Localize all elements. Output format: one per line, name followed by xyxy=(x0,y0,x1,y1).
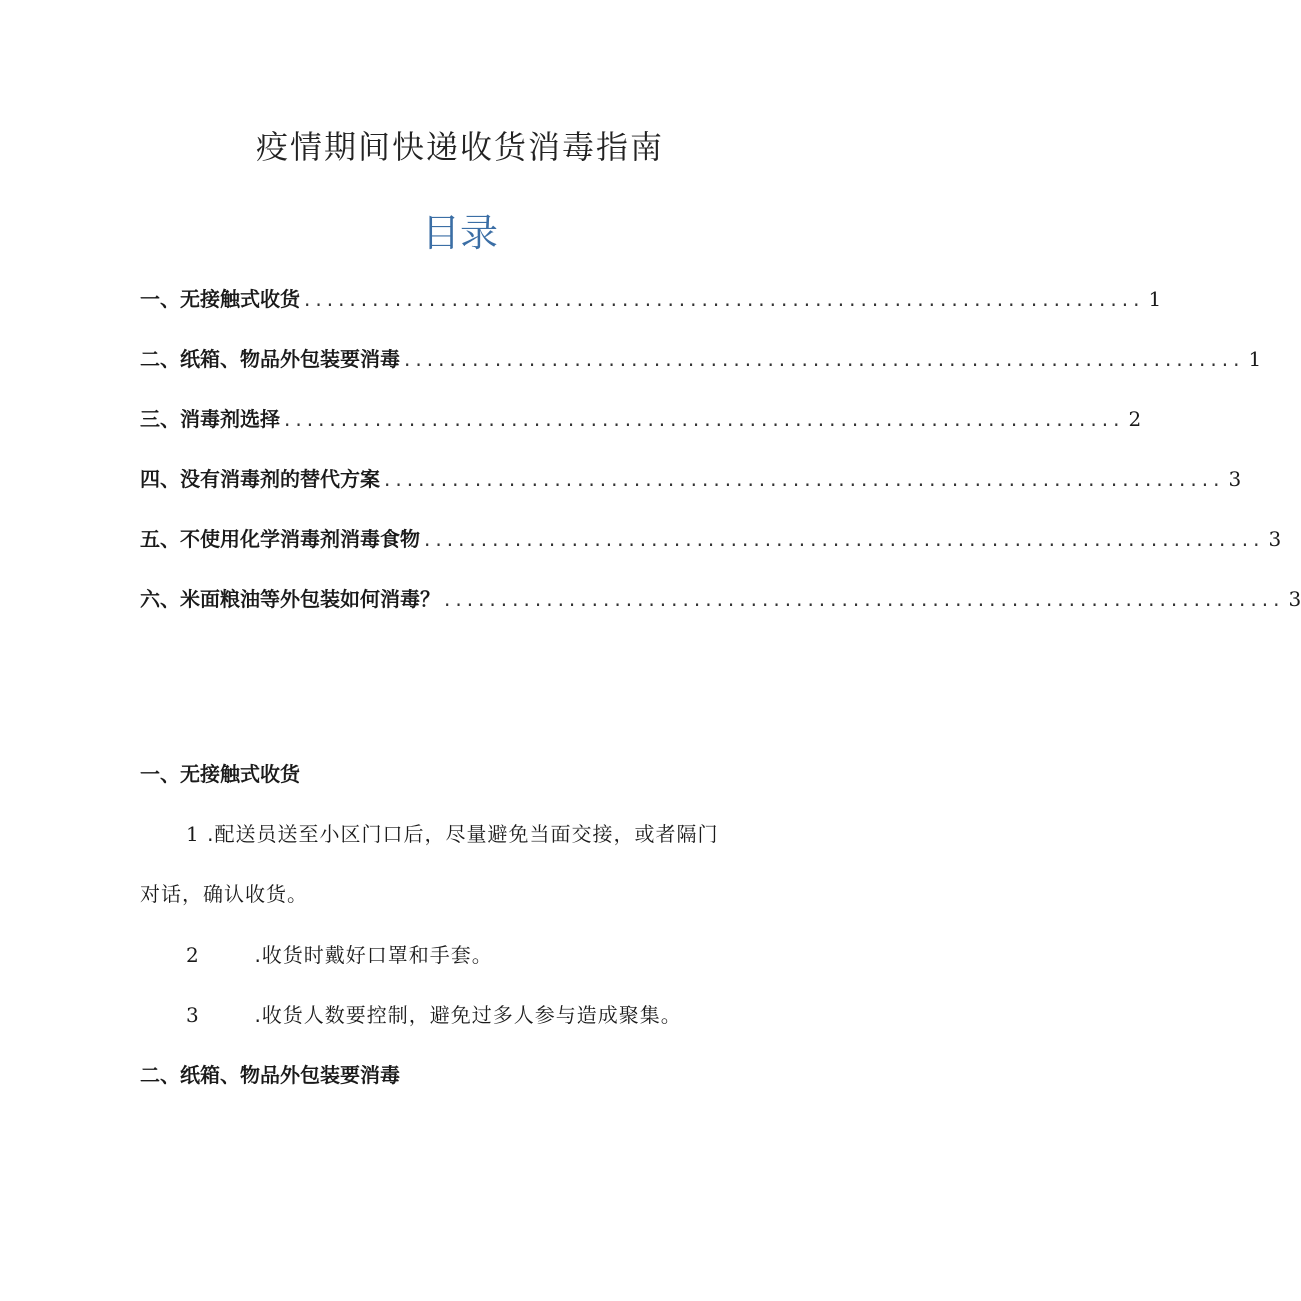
toc-entry[interactable] xyxy=(140,343,1262,403)
toc-leader-dots: .......................................................................... xyxy=(424,527,1265,551)
paragraph-item-1-continuation: 对话，确认收货。 xyxy=(140,882,308,906)
toc-leader-dots: .......................................................................... xyxy=(444,587,1285,611)
toc-entry-label: 二、纸箱、物品外包装要消毒 xyxy=(140,347,400,371)
toc-entry-page: 2 xyxy=(1128,407,1142,431)
toc-entry[interactable] xyxy=(140,523,1282,583)
toc-entry-label: 五、不使用化学消毒剂消毒食物 xyxy=(140,527,420,551)
toc-leader-dots: .......................................................................... xyxy=(304,287,1145,311)
paragraph-item-2 xyxy=(186,939,493,968)
section-heading-1: 一、无接触式收货 xyxy=(140,762,300,786)
toc-entry-label: 三、消毒剂选择 xyxy=(140,407,280,431)
toc-leader-dots: .......................................................................... xyxy=(284,407,1125,431)
item-text: .配送员送至小区门口后，尽量避免当面交接，或者隔门 xyxy=(207,822,719,846)
toc-entry-label: 一、无接触式收货 xyxy=(140,287,300,311)
toc-entry-page: 3 xyxy=(1288,587,1301,611)
toc-entry-page: 3 xyxy=(1268,527,1282,551)
item-number: 3 xyxy=(186,1003,200,1027)
toc-entry-page: 3 xyxy=(1228,467,1242,491)
toc-entry-label: 六、米面粮油等外包装如何消毒？ xyxy=(140,587,440,611)
item-number: 1 xyxy=(186,822,200,846)
item-text: .收货时戴好口罩和手套。 xyxy=(254,943,493,967)
toc-entry[interactable] xyxy=(140,463,1242,523)
toc-entry[interactable] xyxy=(140,403,1142,463)
table-of-contents xyxy=(140,283,1301,643)
toc-entry[interactable] xyxy=(140,583,1301,643)
toc-entry[interactable] xyxy=(140,283,1162,343)
paragraph-item-1 xyxy=(186,818,718,847)
toc-entry-label: 四、没有消毒剂的替代方案 xyxy=(140,467,380,491)
toc-heading: 目录 xyxy=(421,211,498,255)
item-text: .收货人数要控制，避免过多人参与造成聚集。 xyxy=(254,1003,682,1027)
paragraph-item-3 xyxy=(186,999,682,1028)
toc-entry-page: 1 xyxy=(1248,347,1262,371)
toc-entry-page: 1 xyxy=(1148,287,1162,311)
toc-leader-dots: .......................................................................... xyxy=(404,347,1245,371)
item-number: 2 xyxy=(186,943,200,967)
section-heading-2: 二、纸箱、物品外包装要消毒 xyxy=(140,1063,400,1087)
document-title: 疫情期间快递收货消毒指南 xyxy=(255,128,664,166)
toc-leader-dots: .......................................................................... xyxy=(384,467,1225,491)
